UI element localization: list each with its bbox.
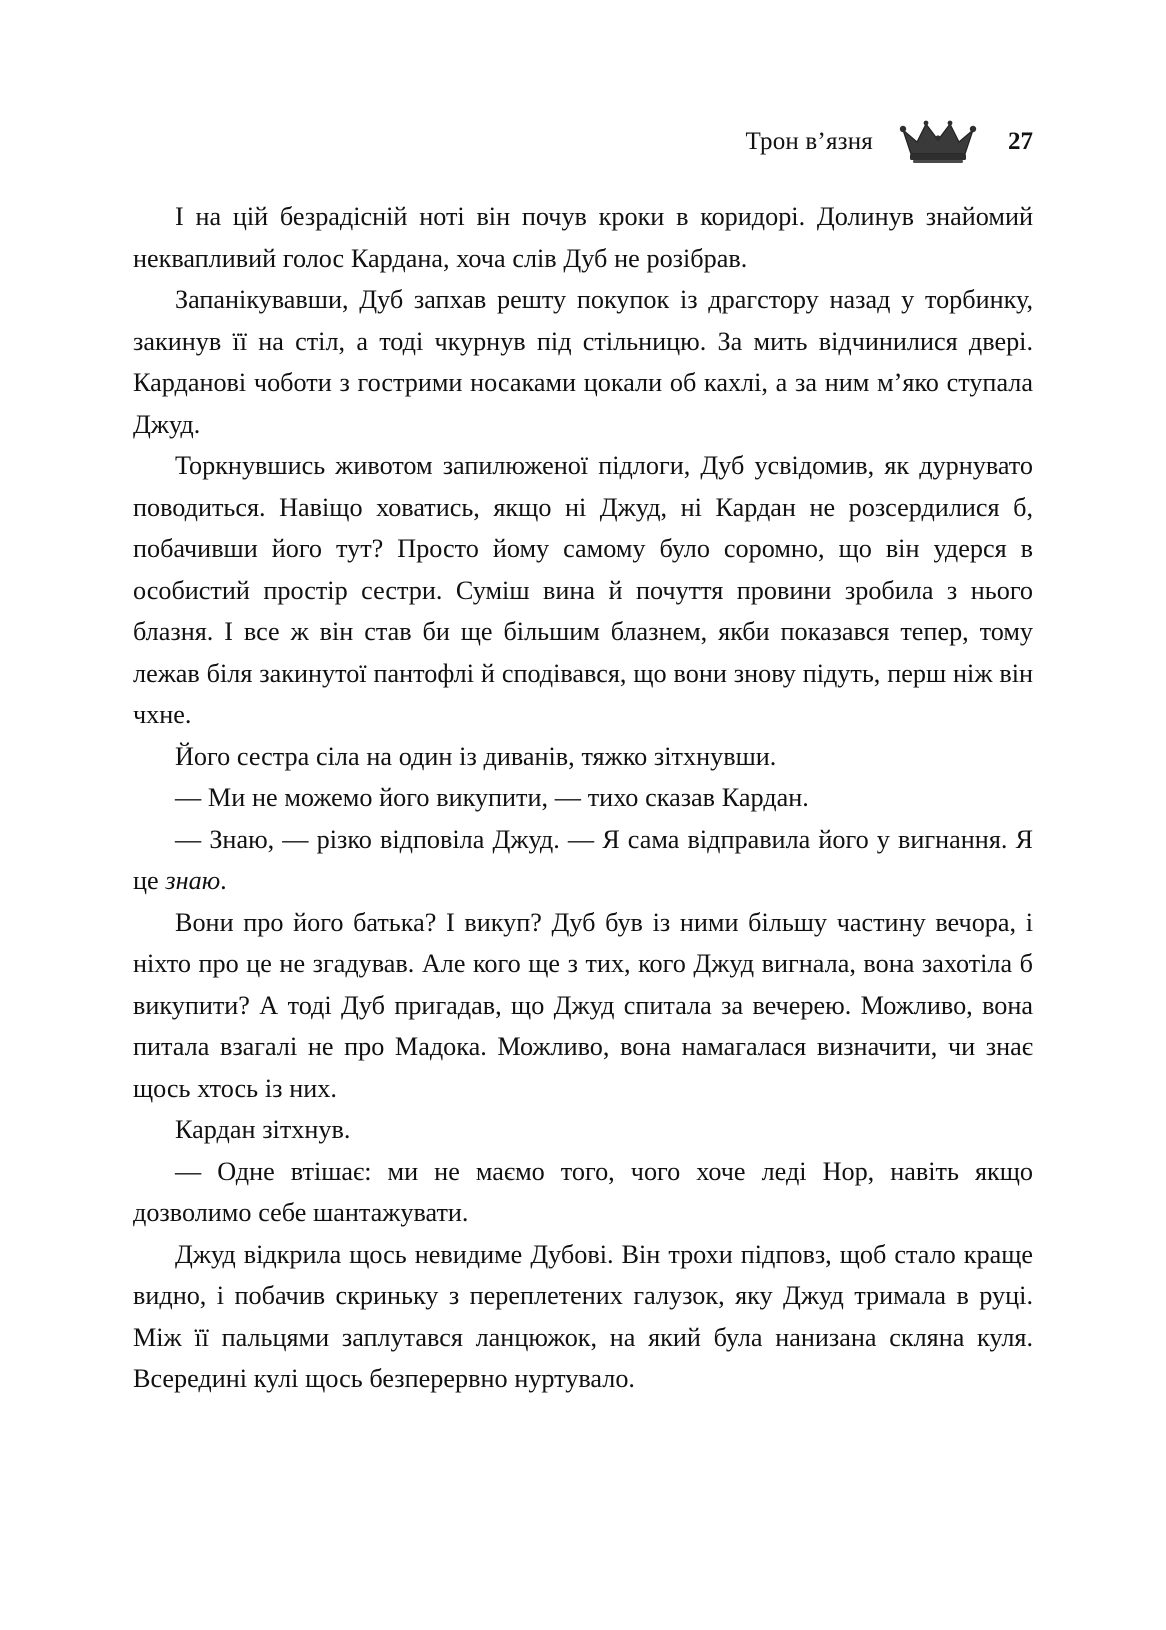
emphasis: знаю <box>165 866 221 895</box>
dialogue-text: — Знаю, — різко відповіла Джуд. — Я сама відправила його у вигнання. Я це знаю. <box>133 824 1033 895</box>
paragraph: Вони про його батька? І викуп? Дуб був із ними більшу частину вечора, і ніхто про це не згадував. Але кого ще з тих, кого Джуд вигнала, вона захотіла б викупити? А тоді Дуб пригадав, що Джуд спитала за вечерею. Можливо, вона питала взагалі не про Мадока. Можливо, вона намагалася визначити, чи знає щось хтось із них. <box>133 907 1033 1103</box>
running-title: Трон в’язня <box>745 128 873 155</box>
paragraph: Джуд відкрила щось невидиме Дубові. Він трохи підповз, щоб стало краще видно, і побачив скриньку з переплетених галузок, яку Джуд тримала в руці. Між її пальцями заплутався ланцюжок, на який була нанизана скляна куля. Всередині кулі щось безперервно нуртувало. <box>133 1239 1033 1393</box>
paragraph-dialogue-italic <box>133 819 1033 902</box>
page-header <box>0 112 1166 172</box>
paragraph: Запанікувавши, Дуб запхав решту покупок із драгстору назад у торбинку, закинув її на стіл, а тоді чкурнув під стільницю. За мить відчинилися двері. Карданові чоботи з гострими носаками цокали об кахлі, а за ним м’яко ступала Джуд. <box>133 285 1033 439</box>
paragraph-dialogue: — Одне втішає: ми не маємо того, чого хоче леді Нор, навіть якщо дозволимо себе шантажувати. <box>133 1156 1033 1227</box>
crown-icon <box>899 116 977 168</box>
paragraph-dialogue: — Ми не можемо його викупити, — тихо сказав Кардан. <box>175 783 809 812</box>
page-number: 27 <box>1008 128 1033 155</box>
paragraph: Торкнувшись животом запилюженої підлоги, Дуб усвідомив, як дурнувато поводиться. Навіщо ховатись, якщо ні Джуд, ні Кардан не розсердилися б, побачивши його тут? Просто йому самому було соромно, що він удерся в особистий простір сестри. Суміш вина й почуття провини зробила з нього блазня. І все ж він став би ще більшим блазнем, якби показався тепер, тому лежав біля закинутої пантофлі й сподівався, що вони знову підуть, перш ніж він чхне. <box>133 451 1033 729</box>
paragraph: Кардан зітхнув. <box>175 1115 351 1144</box>
paragraph: І на цій безрадісній ноті він почув кроки в коридорі. Долинув знайомий неквапливий голос Кардана, хоча слів Дуб не розібрав. <box>133 202 1033 273</box>
paragraph: Його сестра сіла на один із диванів, тяжко зітхнувши. <box>175 741 777 771</box>
body-text <box>133 196 1033 1400</box>
